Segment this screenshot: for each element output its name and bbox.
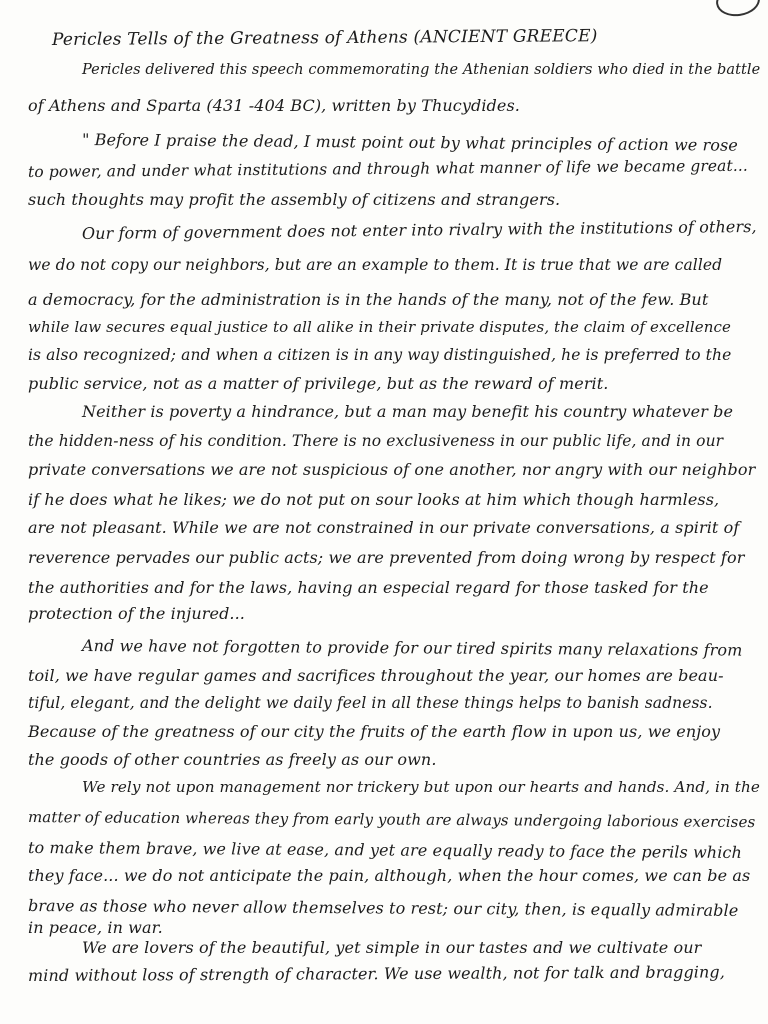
text-line: Neither is poverty a hindrance, but a man may benefit his country whatever be (82, 402, 734, 421)
text-line: " Before I praise the dead, I must point out by what principles of action we rose (81, 130, 738, 155)
text-line: a democracy, for the administration is in the hands of the many, not of the few. But (28, 290, 709, 309)
text-line: private conversations we are not suspicious of one another, nor angry with our neighbor (28, 460, 756, 479)
text-line: Because of the greatness of our city the fruits of the earth flow in upon us, we enjoy (28, 722, 721, 741)
text-line: is also recognized; and when a citizen is in any way distinguished, he is preferred to the (28, 346, 732, 364)
text-line: tiful, elegant, and the delight we daily feel in all these things helps to banish sadness. (28, 694, 713, 712)
text-line: public service, not as a matter of privilege, but as the reward of merit. (28, 374, 609, 393)
text-line: protection of the injured... (28, 604, 245, 623)
text-line: mind without loss of strength of character. We use wealth, not for talk and bragging, (27, 962, 725, 985)
page-number-mark (714, 0, 762, 19)
text-line: to make them brave, we live at ease, and yet are equally ready to face the perils which (27, 838, 742, 862)
text-line: reverence pervades our public acts; we are prevented from doing wrong by respect for (28, 548, 745, 567)
text-line: toil, we have regular games and sacrifices throughout the year, our homes are beau- (28, 666, 724, 685)
text-line: they face... we do not anticipate the pain, although, when the hour comes, we can be as (28, 866, 751, 885)
text-line: to power, and under what institutions and through what manner of life we became great... (27, 156, 748, 181)
text-line: We rely not upon management nor trickery but upon our hearts and hands. And, in the (82, 778, 760, 796)
page-title: Pericles Tells of the Greatness of Athens (ANCIENT GREECE) (51, 26, 598, 50)
text-line: the hidden-ness of his condition. There is no exclusiveness in our public life, and in our (28, 432, 724, 450)
text-line: while law secures equal justice to all alike in their private disputes, the claim of excellence (28, 318, 731, 336)
text-line: such thoughts may profit the assembly of citizens and strangers. (28, 190, 561, 209)
text-line: if he does what he likes; we do not put on sour looks at him which though harmless, (28, 490, 720, 509)
text-line: the authorities and for the laws, having an especial regard for those tasked for the (28, 578, 709, 597)
text-line: Our form of government does not enter into rivalry with the institutions of others, (81, 216, 757, 243)
text-line: And we have not forgotten to provide for our tired spirits many relaxations from (81, 636, 743, 660)
text-line: in peace, in war. (28, 918, 163, 937)
text-line: matter of education whereas they from early youth are always undergoing laborious exercises (27, 808, 756, 832)
text-line: the goods of other countries as freely as our own. (28, 750, 437, 769)
text-line: are not pleasant. While we are not constrained in our private conversations, a spirit of (28, 518, 740, 537)
text-line: Pericles delivered this speech commemorating the Athenian soldiers who died in the battle (82, 62, 761, 78)
text-line: we do not copy our neighbors, but are an example to them. It is true that we are called (28, 256, 723, 274)
text-line: We are lovers of the beautiful, yet simple in our tastes and we cultivate our (82, 938, 702, 957)
text-line: brave as those who never allow themselves to rest; our city, then, is equally admirable (27, 896, 739, 920)
text-line: of Athens and Sparta (431 -404 BC), written by Thucydides. (28, 96, 520, 115)
